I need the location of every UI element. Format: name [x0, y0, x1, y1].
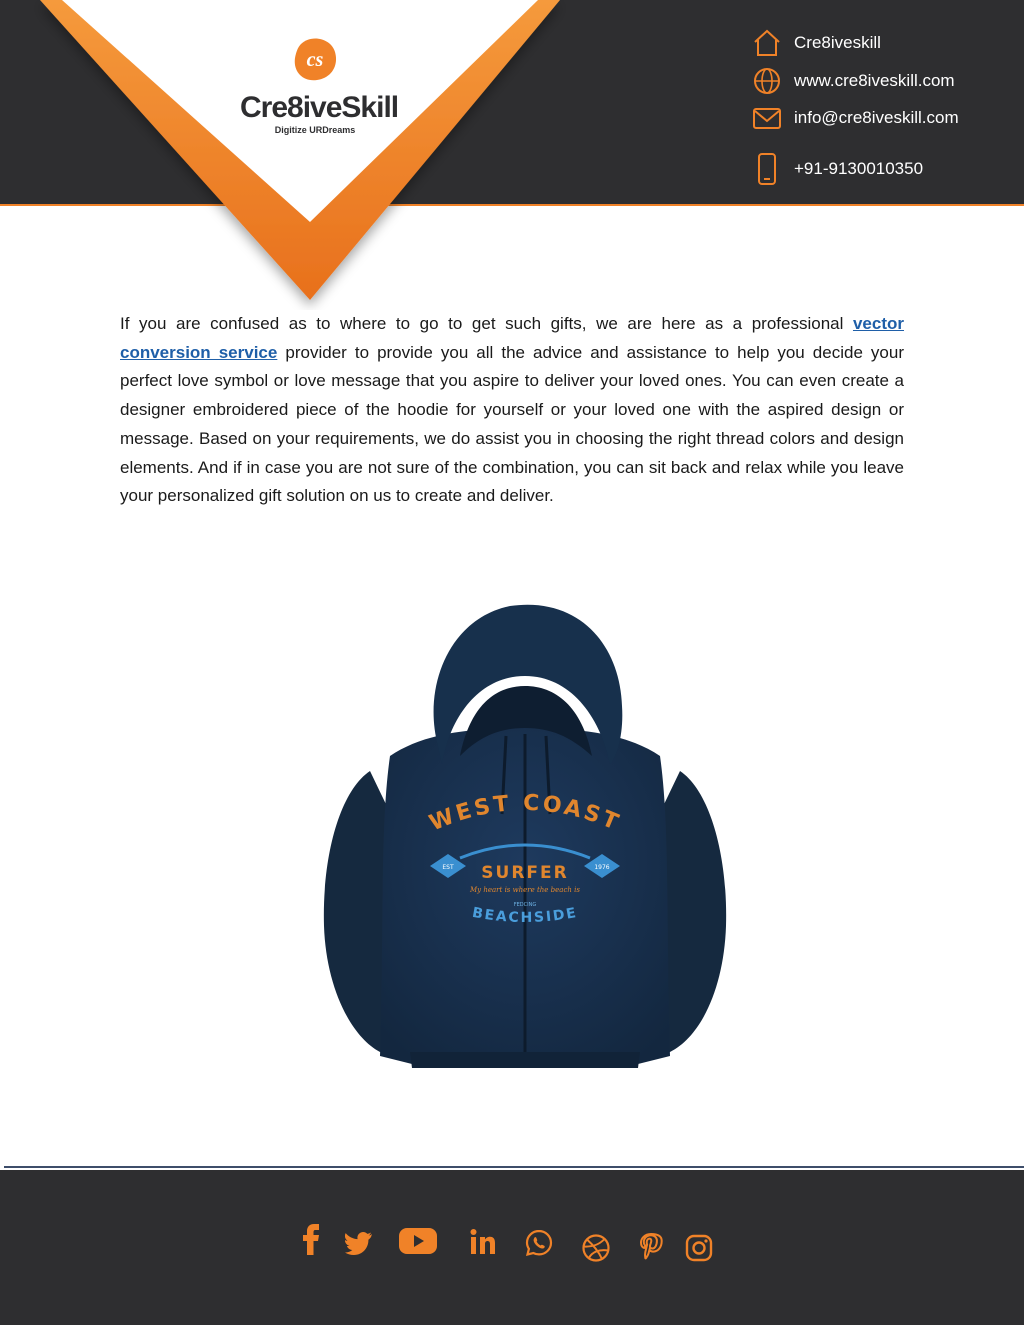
twitter-icon[interactable]: [345, 1230, 373, 1256]
dribbble-icon[interactable]: [581, 1233, 611, 1263]
hoodie-image: [310, 596, 740, 1086]
print-est: EST: [442, 864, 454, 871]
whatsapp-icon[interactable]: [524, 1228, 554, 1258]
instagram-icon[interactable]: [684, 1233, 714, 1263]
brand-logo[interactable]: [240, 36, 399, 135]
pinterest-icon[interactable]: [638, 1232, 664, 1264]
contact-website[interactable]: [752, 64, 955, 98]
footer-divider: [4, 1166, 1024, 1168]
article-text-end: provider to provide you all the advice and assistance to help you decide your perfect love symbol or love message that you aspire to deliver your loved ones. You can even create a designer embroidered piece of the hoodie for yourself or your loved one with the aspired design or message. Based on your requirements, we do assist you in choosing the right thread colors and design elements. And if in case you are not sure of the combination, you can sit back and relax while you leave your personalized gift solution on us to create and deliver.: [120, 342, 905, 506]
phone-number: +91-9130010350: [794, 159, 924, 178]
svg-text:cs: cs: [306, 49, 324, 71]
article-text-start: If you are confused as to where to go to get such gifts, we are here as a professional: [120, 314, 853, 333]
contact-phone[interactable]: [752, 152, 923, 186]
email-link: info@cre8iveskill.com: [794, 108, 959, 127]
vector-conversion-link[interactable]: vector conversion service: [120, 314, 904, 362]
print-tagline: My heart is where the beach is: [470, 886, 580, 894]
facebook-icon[interactable]: [296, 1222, 326, 1256]
print-year: 1976: [594, 864, 610, 871]
article-paragraph: [120, 310, 904, 511]
print-west-coast: WEST COAST: [426, 790, 625, 837]
youtube-icon[interactable]: [398, 1227, 438, 1255]
footer-bar: [0, 1170, 1024, 1325]
mail-icon: [752, 103, 782, 133]
print-small-line: FEDCING: [513, 902, 537, 908]
website-link: www.cre8iveskill.com: [794, 71, 955, 90]
logo-wordmark: Cre8iveSkill: [240, 91, 399, 124]
company-name: Cre8iveskill: [794, 33, 881, 52]
logo-mark-icon: [291, 36, 339, 82]
contact-email[interactable]: [752, 101, 959, 135]
home-icon: [752, 28, 782, 58]
logo-tagline: Digitize URDreams: [274, 125, 356, 135]
linkedin-icon[interactable]: [469, 1228, 497, 1256]
contact-company[interactable]: [752, 26, 881, 60]
print-beachside: BEACHSIDE: [470, 904, 580, 927]
globe-icon: [752, 66, 782, 96]
phone-icon: [752, 152, 782, 186]
print-surfer: SURFER: [481, 863, 569, 883]
